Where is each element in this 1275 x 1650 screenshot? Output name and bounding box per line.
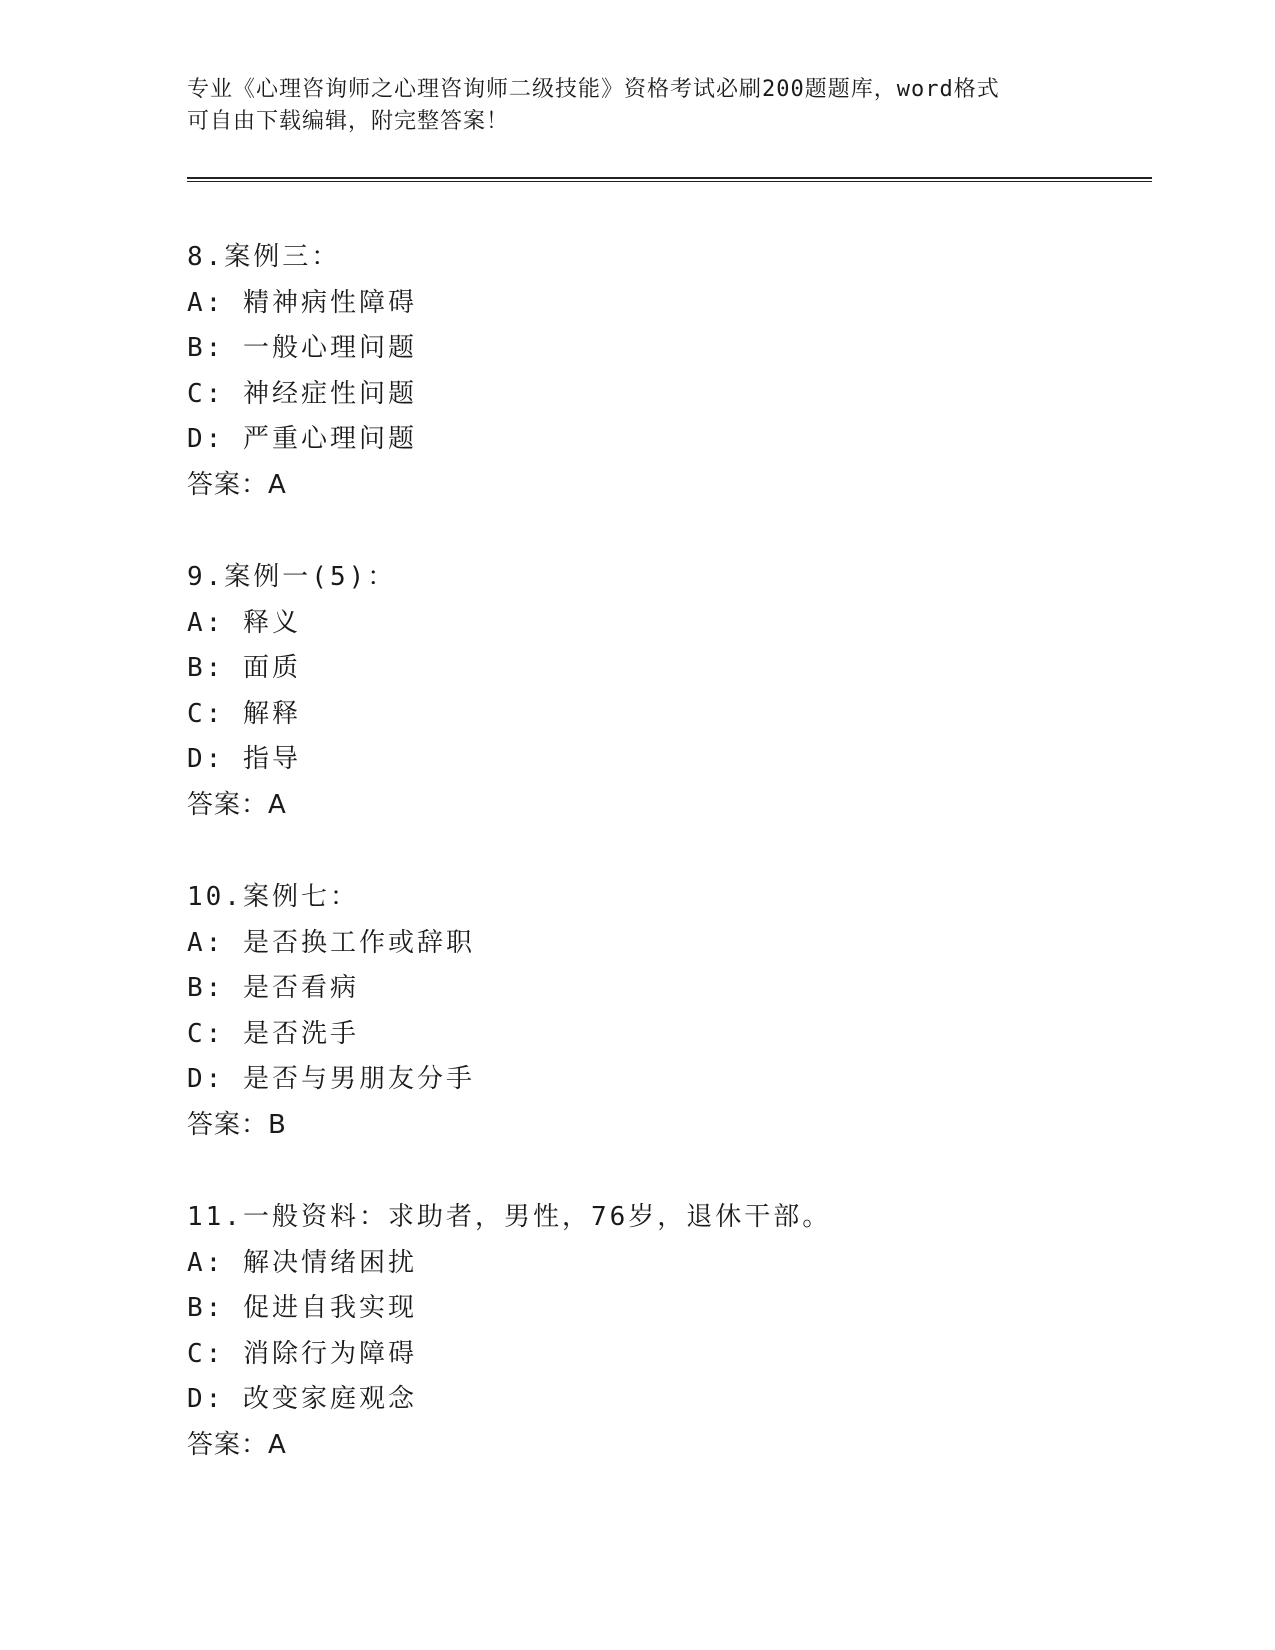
question-10 <box>187 875 1147 1195</box>
option-d: D: 严重心理问题 <box>187 424 417 454</box>
question-title: 8.案例三： <box>187 242 341 272</box>
option-d: D: 改变家庭观念 <box>187 1384 417 1414</box>
header-line-1: 专业《心理咨询师之心理咨询师二级技能》资格考试必刷200题题库，word格式 <box>187 77 1000 102</box>
option-b: B: 一般心理问题 <box>187 333 417 363</box>
option-c: C: 是否洗手 <box>187 1018 359 1049</box>
option-d: D: 是否与男朋友分手 <box>187 1064 475 1094</box>
question-8 <box>187 235 1147 555</box>
question-list <box>187 235 1147 1515</box>
option-c: C: 神经症性问题 <box>187 378 417 409</box>
option-c: C: 解释 <box>187 698 301 729</box>
question-title: 10.案例七： <box>187 882 359 912</box>
option-a: A: 释义 <box>187 607 301 638</box>
option-c: C: 消除行为障碍 <box>187 1338 417 1369</box>
option-a: A: 解决情绪困扰 <box>187 1247 417 1278</box>
question-9 <box>187 555 1147 875</box>
option-b: B: 是否看病 <box>187 973 359 1003</box>
option-b: B: 促进自我实现 <box>187 1293 417 1323</box>
option-d: D: 指导 <box>187 744 301 774</box>
header-divider <box>187 177 1152 182</box>
option-b: B: 面质 <box>187 653 301 683</box>
answer-label: 答案：A <box>187 789 287 820</box>
answer-label: 答案：B <box>187 1109 287 1140</box>
answer-label: 答案：A <box>187 1429 287 1460</box>
question-title: 11.一般资料：求助者，男性，76岁，退休干部。 <box>187 1202 832 1232</box>
answer-label: 答案：A <box>187 469 287 500</box>
option-a: A: 精神病性障碍 <box>187 287 417 318</box>
option-a: A: 是否换工作或辞职 <box>187 927 475 958</box>
document-header <box>187 74 1087 138</box>
question-title: 9.案例一(5)： <box>187 562 397 592</box>
header-line-2: 可自由下载编辑，附完整答案！ <box>187 109 510 134</box>
question-11 <box>187 1195 1147 1515</box>
